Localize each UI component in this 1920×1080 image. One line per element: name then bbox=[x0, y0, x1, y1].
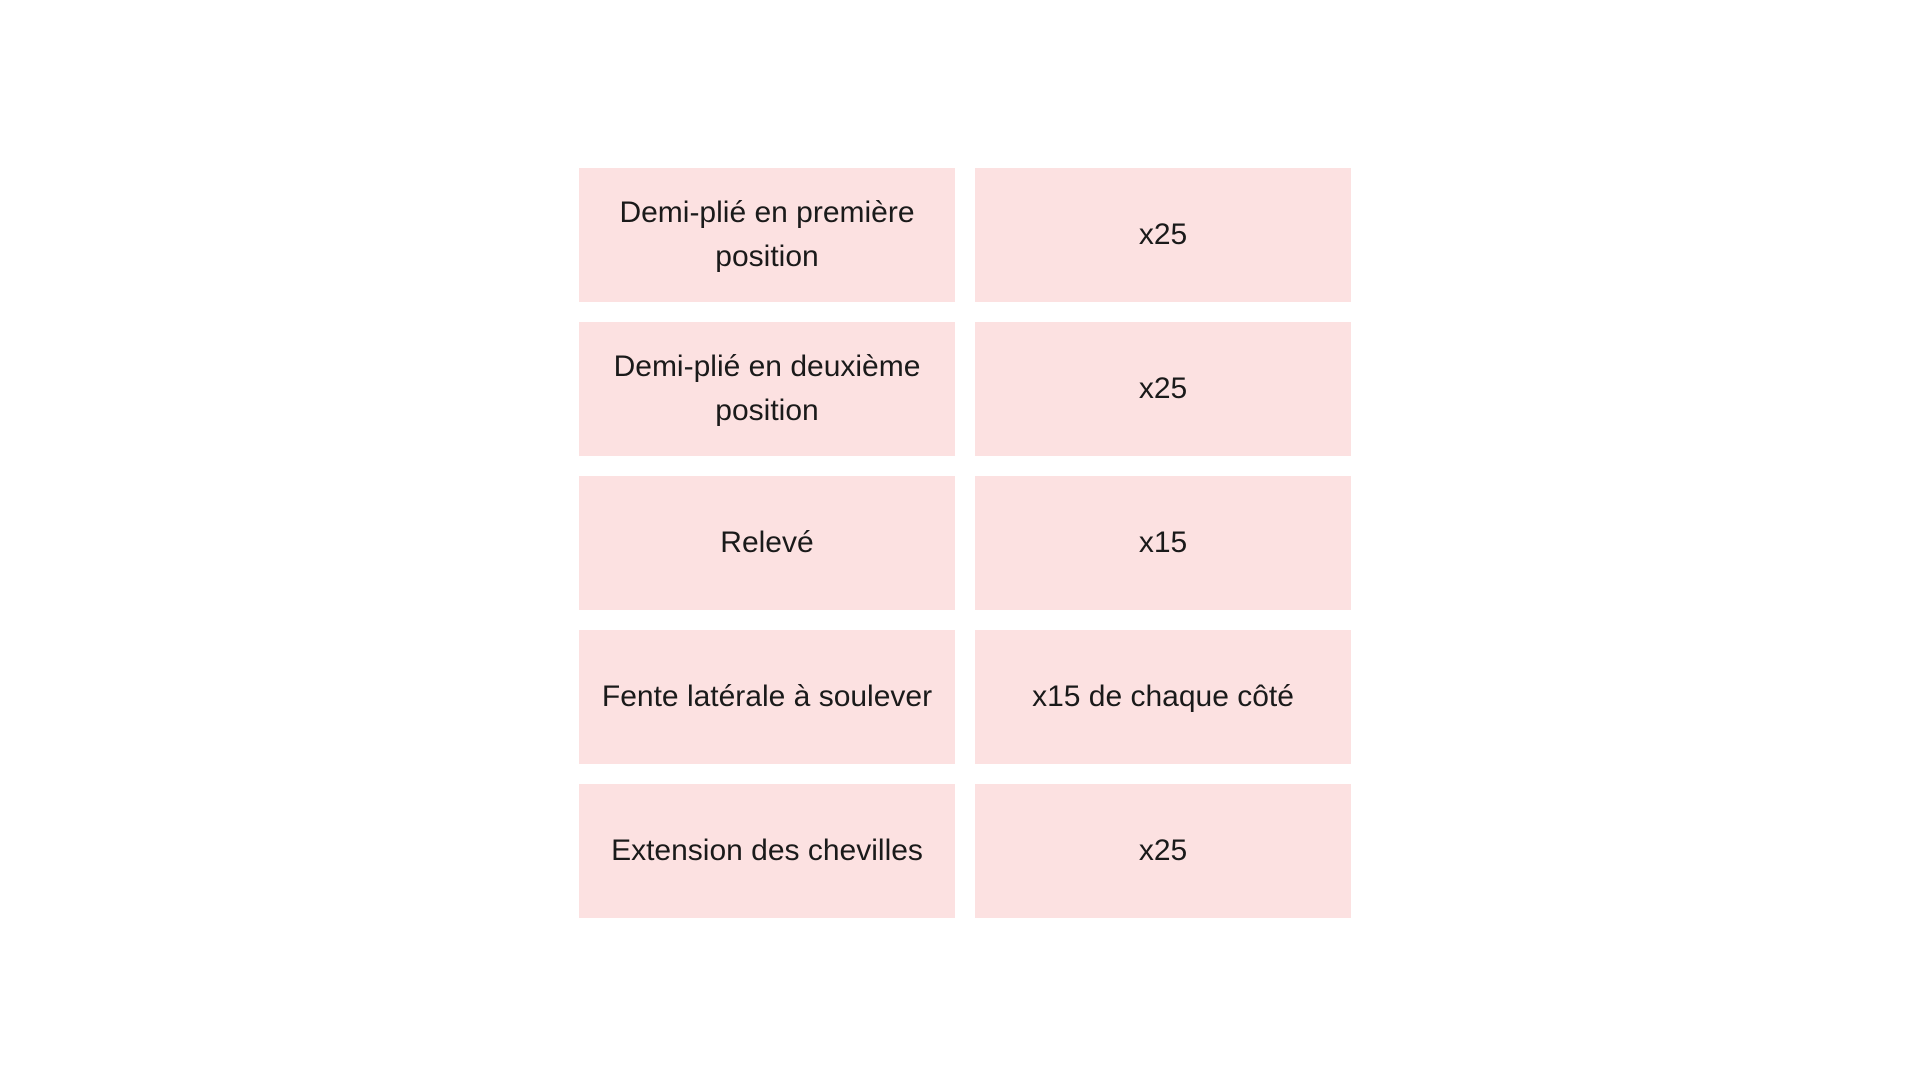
exercise-reps-cell bbox=[975, 322, 1351, 456]
exercise-name-cell bbox=[579, 322, 955, 456]
exercise-reps: x15 bbox=[1138, 526, 1188, 559]
exercise-reps-cell bbox=[975, 168, 1351, 302]
exercise-name-cell bbox=[579, 168, 955, 302]
exercise-name-cell bbox=[579, 630, 955, 764]
exercise-name-cell bbox=[579, 476, 955, 610]
exercise-name: Relevé bbox=[720, 526, 814, 559]
exercise-name-cell bbox=[579, 784, 955, 918]
exercise-reps: x25 bbox=[1138, 218, 1188, 251]
exercise-reps-cell bbox=[975, 630, 1351, 764]
exercise-name: Extension des chevilles bbox=[611, 834, 923, 867]
exercise-table bbox=[579, 168, 1351, 918]
exercise-name: Demi-plié en première position bbox=[619, 196, 915, 273]
exercise-reps-cell bbox=[975, 476, 1351, 610]
exercise-name: Demi-plié en deuxième position bbox=[613, 350, 921, 427]
exercise-reps: x15 de chaque côté bbox=[1032, 680, 1294, 713]
exercise-reps: x25 bbox=[1138, 834, 1188, 867]
exercise-name: Fente latérale à soulever bbox=[601, 680, 933, 713]
exercise-reps-cell bbox=[975, 784, 1351, 918]
exercise-reps: x25 bbox=[1138, 372, 1188, 405]
